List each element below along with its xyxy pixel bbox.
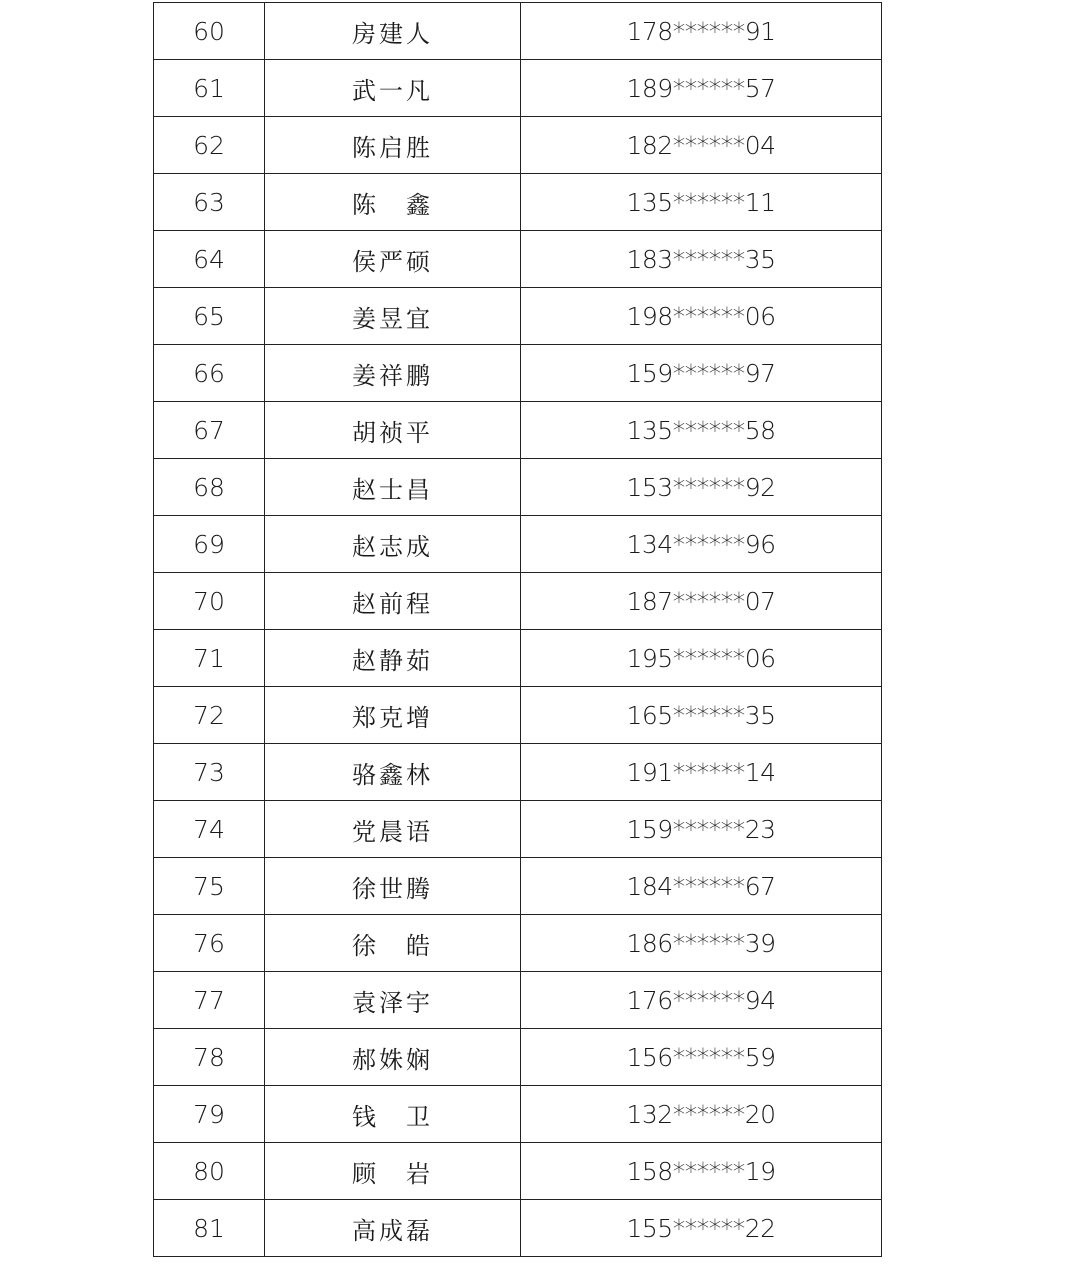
phone-number: 176******94 xyxy=(521,972,882,1029)
roster-table xyxy=(153,2,882,1257)
person-name: 顾 岩 xyxy=(265,1143,521,1200)
table-row xyxy=(154,231,882,288)
row-number: 81 xyxy=(154,1200,265,1257)
person-name: 钱 卫 xyxy=(265,1086,521,1143)
row-number: 63 xyxy=(154,174,265,231)
row-number: 70 xyxy=(154,573,265,630)
phone-number: 158******19 xyxy=(521,1143,882,1200)
person-name: 赵士昌 xyxy=(265,459,521,516)
person-name: 袁泽宇 xyxy=(265,972,521,1029)
person-name: 武一凡 xyxy=(265,60,521,117)
person-name: 郝姝娴 xyxy=(265,1029,521,1086)
person-name: 赵前程 xyxy=(265,573,521,630)
table-row xyxy=(154,1086,882,1143)
row-number: 72 xyxy=(154,687,265,744)
row-number: 78 xyxy=(154,1029,265,1086)
phone-number: 135******11 xyxy=(521,174,882,231)
person-name: 高成磊 xyxy=(265,1200,521,1257)
person-name: 郑克增 xyxy=(265,687,521,744)
table-row xyxy=(154,345,882,402)
row-number: 71 xyxy=(154,630,265,687)
row-number: 65 xyxy=(154,288,265,345)
person-name: 党晨语 xyxy=(265,801,521,858)
phone-number: 186******39 xyxy=(521,915,882,972)
phone-number: 155******22 xyxy=(521,1200,882,1257)
phone-number: 187******07 xyxy=(521,573,882,630)
person-name: 胡祯平 xyxy=(265,402,521,459)
table-row xyxy=(154,288,882,345)
phone-number: 195******06 xyxy=(521,630,882,687)
person-name: 徐 皓 xyxy=(265,915,521,972)
row-number: 68 xyxy=(154,459,265,516)
table-row xyxy=(154,744,882,801)
row-number: 66 xyxy=(154,345,265,402)
row-number: 67 xyxy=(154,402,265,459)
row-number: 74 xyxy=(154,801,265,858)
phone-number: 189******57 xyxy=(521,60,882,117)
person-name: 姜祥鹏 xyxy=(265,345,521,402)
phone-number: 156******59 xyxy=(521,1029,882,1086)
table-row xyxy=(154,1200,882,1257)
phone-number: 165******35 xyxy=(521,687,882,744)
phone-number: 182******04 xyxy=(521,117,882,174)
person-name: 赵静茹 xyxy=(265,630,521,687)
table-row xyxy=(154,174,882,231)
table-row xyxy=(154,117,882,174)
person-name: 姜昱宜 xyxy=(265,288,521,345)
table-row xyxy=(154,801,882,858)
phone-number: 183******35 xyxy=(521,231,882,288)
table-row xyxy=(154,573,882,630)
person-name: 赵志成 xyxy=(265,516,521,573)
row-number: 73 xyxy=(154,744,265,801)
row-number: 80 xyxy=(154,1143,265,1200)
table-row xyxy=(154,972,882,1029)
phone-number: 159******97 xyxy=(521,345,882,402)
table-row xyxy=(154,630,882,687)
table-row xyxy=(154,1029,882,1086)
table-row xyxy=(154,858,882,915)
table-row xyxy=(154,402,882,459)
table-row xyxy=(154,915,882,972)
table-row xyxy=(154,516,882,573)
table-row xyxy=(154,1143,882,1200)
table-row xyxy=(154,687,882,744)
person-name: 侯严硕 xyxy=(265,231,521,288)
phone-number: 198******06 xyxy=(521,288,882,345)
person-name: 徐世腾 xyxy=(265,858,521,915)
row-number: 60 xyxy=(154,3,265,60)
person-name: 房建人 xyxy=(265,3,521,60)
phone-number: 153******92 xyxy=(521,459,882,516)
phone-number: 178******91 xyxy=(521,3,882,60)
phone-number: 134******96 xyxy=(521,516,882,573)
row-number: 64 xyxy=(154,231,265,288)
row-number: 79 xyxy=(154,1086,265,1143)
table-row xyxy=(154,3,882,60)
row-number: 62 xyxy=(154,117,265,174)
phone-number: 132******20 xyxy=(521,1086,882,1143)
row-number: 75 xyxy=(154,858,265,915)
table-row xyxy=(154,60,882,117)
table-row xyxy=(154,459,882,516)
row-number: 76 xyxy=(154,915,265,972)
person-name: 陈启胜 xyxy=(265,117,521,174)
person-name: 骆鑫林 xyxy=(265,744,521,801)
phone-number: 159******23 xyxy=(521,801,882,858)
row-number: 69 xyxy=(154,516,265,573)
phone-number: 191******14 xyxy=(521,744,882,801)
row-number: 61 xyxy=(154,60,265,117)
row-number: 77 xyxy=(154,972,265,1029)
person-name: 陈 鑫 xyxy=(265,174,521,231)
phone-number: 184******67 xyxy=(521,858,882,915)
phone-number: 135******58 xyxy=(521,402,882,459)
